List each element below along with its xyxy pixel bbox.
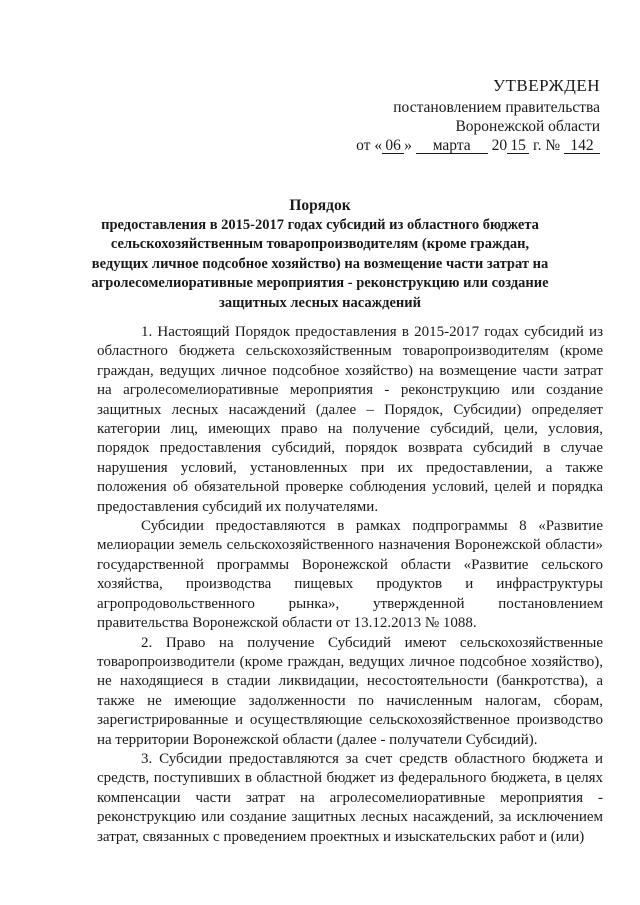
date-year: 15	[507, 138, 529, 154]
document-body	[97, 323, 603, 847]
date-month: марта	[416, 138, 488, 154]
approval-line-1: постановлением правительства	[393, 99, 600, 116]
number-prefix: г. №	[532, 137, 561, 154]
paragraph-2: Субсидии предоставляются в рамках подпрограммы 8 «Развитие мелиорации земель сельскохозяйственного назначения Воронежской области» государственной программы Воронежской области «Развитие сельского хозяйства, производства пищевых продуктов и инфраструктуры агропродовольственного рынка», утвержденной постановлением правительства Воронежской области от 13.12.2013 № 1088.	[97, 518, 603, 632]
approval-line-2: Воронежской области	[455, 118, 600, 135]
paragraph-1: 1. Настоящий Порядок предоставления в 2015-2017 годах субсидий из областного бюджета сельскохозяйственным товаропроизводителям (кроме граждан, ведущих личное подсобное хозяйство) на возмещение части затрат на агролесомелиоративные мероприятия - реконструкцию или создание защитных лесных насаждений (далее – Порядок, Субсидии) определяет категории лиц, имеющих право на получение субсидий, цели, условия, порядок предоставления субсидий, порядок возврата субсидий в случае нарушения условий, установленных при их предоставлении, а также положения об обязательной проверке соблюдения условий, целей и порядка предоставления субсидий их получателями.	[97, 324, 603, 515]
date-mid: »	[404, 137, 412, 154]
paragraph-3: 2. Право на получение Субсидий имеют сельскохозяйственные товаропроизводители (кроме граждан, ведущих личное подсобное хозяйство), не находящиеся в стадии ликвидации, несостоятельности (банкротства), а также не имеющие задолженности по начисленным налогам, сборам, зарегистрированные и осуществляющие сельскохозяйственное производство на территории Воронежской области (далее - получатели Субсидий).	[97, 634, 603, 748]
document-title	[90, 196, 550, 313]
document-number: 142	[564, 138, 600, 154]
date-day: 06	[382, 138, 404, 154]
title-subtitle: предоставления в 2015-2017 годах субсидий из областного бюджета сельскохозяйственным товаропроизводителям (кроме граждан, ведущих личное подсобное хозяйство) на возмещение части затрат на агролесомелиоративные мероприятия - реконструкцию или создание защитных лесных насаждений	[91, 216, 549, 311]
paragraph-4: 3. Субсидии предоставляются за счет средств областного бюджета и средств, поступивших в областной бюджет из федерального бюджета, в целях компенсации части затрат на агролесомелиоративные мероприятия - реконструкцию или создание защитных лесных насаждений, за исключением затрат, связанных с проведением проектных и изыскательских работ и (или)	[97, 750, 603, 845]
date-prefix: от «	[356, 137, 383, 154]
year-prefix: 20	[491, 137, 508, 154]
approval-stamp	[356, 76, 600, 155]
approval-date-line	[356, 136, 600, 155]
approved-label: УТВЕРЖДЕН	[493, 76, 600, 95]
title-heading: Порядок	[289, 197, 351, 214]
